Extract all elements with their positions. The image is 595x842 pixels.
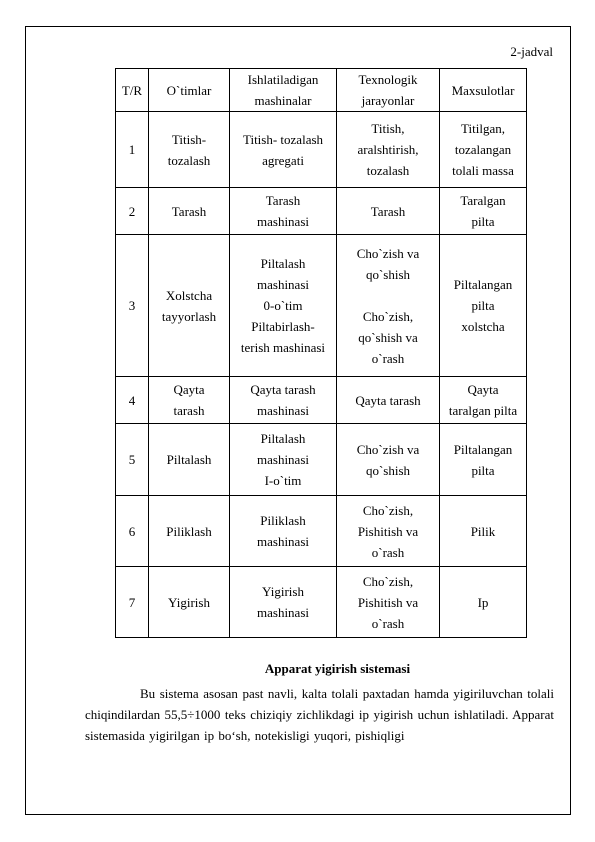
table-cell: Cho`zish, Pishitish va o`rash <box>337 567 440 638</box>
table-cell: Qayta taralgan pilta <box>440 377 527 424</box>
table-cell: Cho`zish va qo`shish <box>337 424 440 496</box>
body-paragraph: Bu sistema asosan past navli, kalta tolali paxtadan hamda yigiriluvchan tolali chiqindilardan 55,5÷1000 teks chiziqiy zichlikdagi ip yigirish uchun ishlatiladi. Apparat sistemasida yigirilgan ip bo‘sh, notekisligi yuqori, pishiqligi <box>85 686 554 743</box>
table-cell: Cho`zish va qo`shish Cho`zish, qo`shish va o`rash <box>337 235 440 377</box>
header-cell: Texnologik jarayonlar <box>337 69 440 112</box>
table-cell: Titish- tozalash <box>149 112 230 188</box>
table-cell: Piltalash <box>149 424 230 496</box>
table-cell: 1 <box>116 112 149 188</box>
table-cell: 3 <box>116 235 149 377</box>
table-cell: 4 <box>116 377 149 424</box>
table-row <box>116 567 527 638</box>
table-cell: 2 <box>116 188 149 235</box>
section-title: Apparat yigirish sistemasi <box>264 661 411 676</box>
table-row <box>116 112 527 188</box>
table-cell: 6 <box>116 496 149 567</box>
table-cell: Tarash <box>337 188 440 235</box>
table-cell: Titish- tozalash agregati <box>230 112 337 188</box>
table-row <box>116 377 527 424</box>
table-cell: Piltalangan pilta <box>440 424 527 496</box>
table-header-row <box>116 69 527 112</box>
header-cell: Ishlatiladigan mashinalar <box>230 69 337 112</box>
header-cell: O`timlar <box>149 69 230 112</box>
table-row <box>116 188 527 235</box>
table-label: 2-jadval <box>510 44 553 59</box>
table-cell: Piliklash <box>149 496 230 567</box>
table-row <box>116 235 527 377</box>
table-cell: Qayta tarash mashinasi <box>230 377 337 424</box>
table-cell: Tarash <box>149 188 230 235</box>
table-row <box>116 496 527 567</box>
table-cell: Ip <box>440 567 527 638</box>
header-cell: Maxsulotlar <box>440 69 527 112</box>
table-cell: 5 <box>116 424 149 496</box>
table-cell: Piliklash mashinasi <box>230 496 337 567</box>
header-cell: T/R <box>116 69 149 112</box>
table-row <box>116 424 527 496</box>
table-cell: Pilik <box>440 496 527 567</box>
table-cell: Piltalangan pilta xolstcha <box>440 235 527 377</box>
table-cell: Tarash mashinasi <box>230 188 337 235</box>
process-table <box>115 68 527 638</box>
table-cell: Piltalash mashinasi 0-o`tim Piltabirlash- terish mashinasi <box>230 235 337 377</box>
table-cell: Cho`zish, Pishitish va o`rash <box>337 496 440 567</box>
table-cell: Piltalash mashinasi I-o`tim <box>230 424 337 496</box>
table-cell: Taralgan pilta <box>440 188 527 235</box>
table-cell: Titish, aralshtirish, tozalash <box>337 112 440 188</box>
table-cell: Yigirish mashinasi <box>230 567 337 638</box>
table-cell: Xolstcha tayyorlash <box>149 235 230 377</box>
table-cell: Qayta tarash <box>337 377 440 424</box>
table-cell: Titilgan, tozalangan tolali massa <box>440 112 527 188</box>
table-cell: Qayta tarash <box>149 377 230 424</box>
table-cell: Yigirish <box>149 567 230 638</box>
table-cell: 7 <box>116 567 149 638</box>
